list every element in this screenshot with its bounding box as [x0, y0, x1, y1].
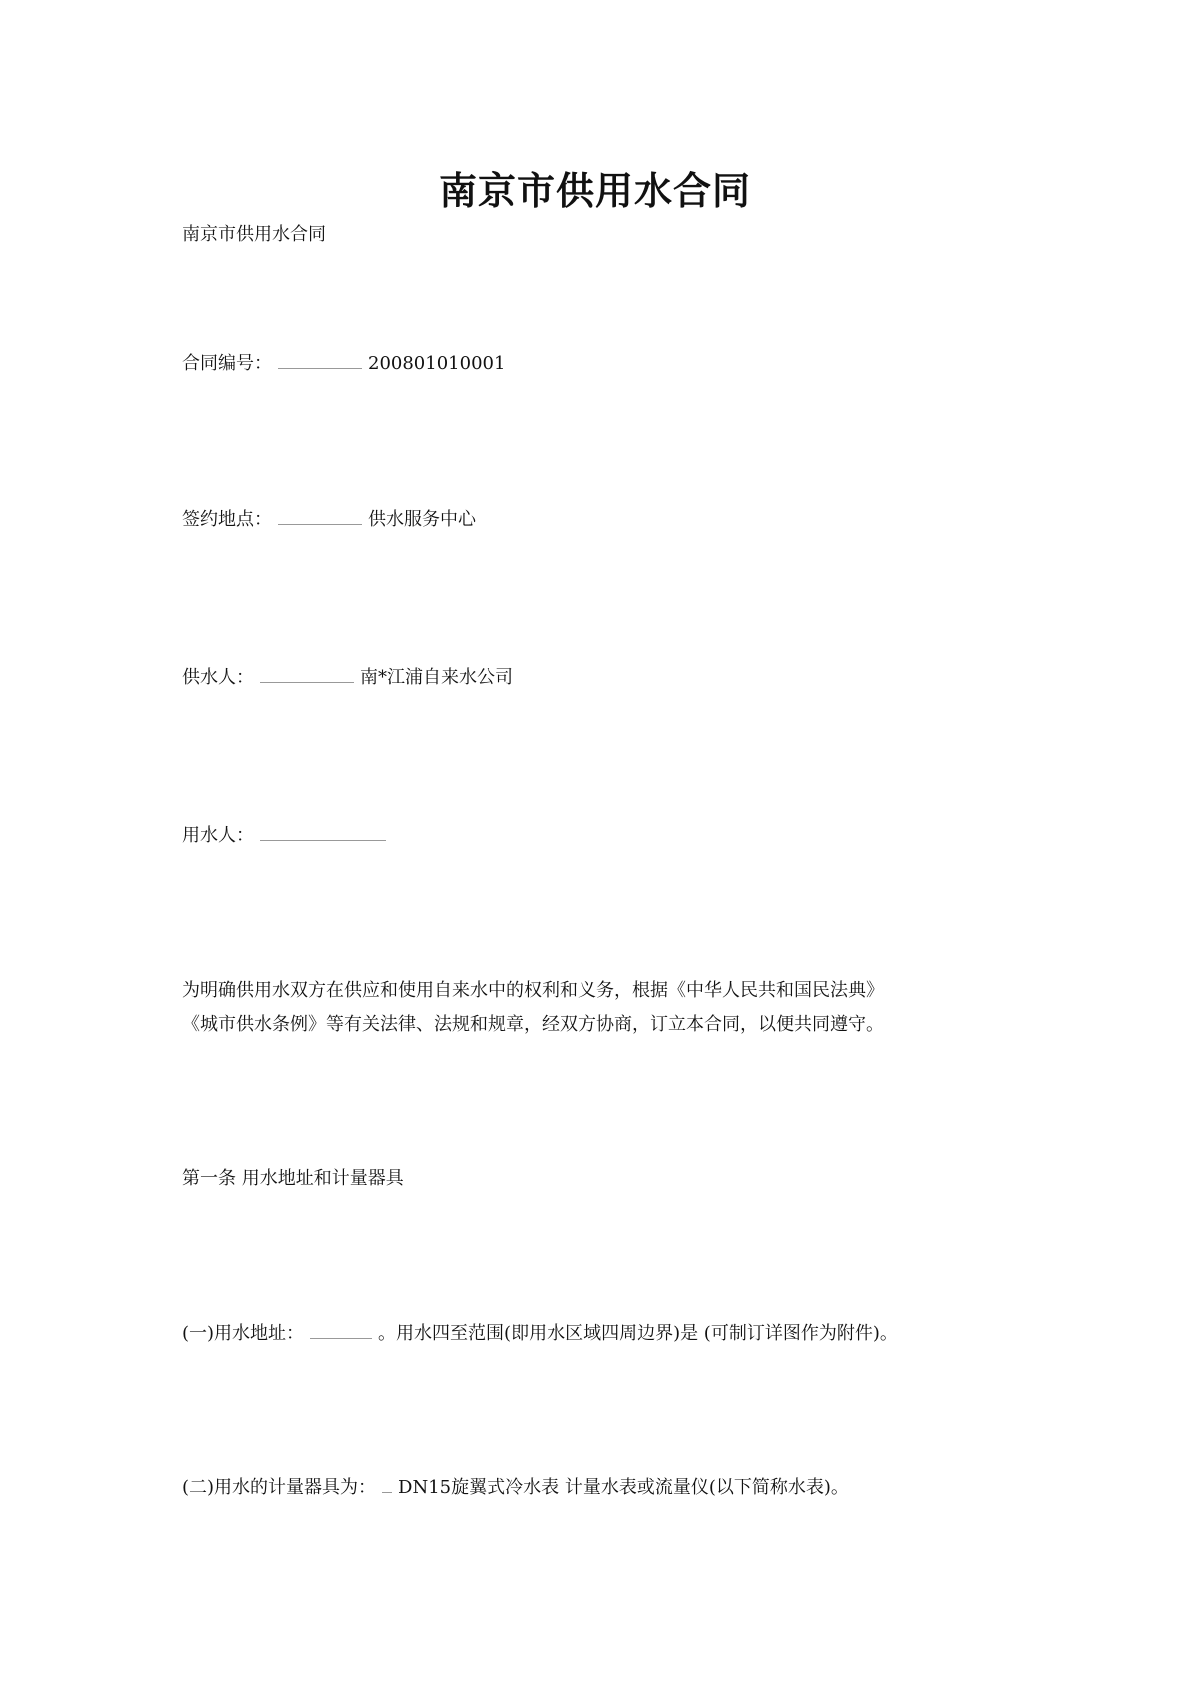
clause-2-suffix: DN15旋翼式冷水表 计量水表或流量仪(以下简称水表)。	[398, 1477, 849, 1498]
clause-1	[182, 1320, 898, 1347]
clause-1-blank	[310, 1320, 372, 1339]
user-line	[182, 822, 392, 849]
clause-2-blank	[382, 1474, 392, 1493]
contract-number-label: 合同编号：	[182, 353, 272, 374]
supplier-label: 供水人：	[182, 667, 254, 688]
supplier-value: 南*江浦自来水公司	[360, 667, 513, 688]
document-title: 南京市供用水合同	[438, 169, 751, 213]
contract-number-line	[182, 350, 505, 377]
contract-number-value: 200801010001	[368, 353, 506, 374]
supplier-blank	[260, 664, 354, 683]
sign-place-line	[182, 506, 476, 533]
preamble-line-2: 《城市供水条例》等有关法律、法规和规章，经双方协商，订立本合同，以便共同遵守。	[182, 1014, 884, 1035]
user-blank	[260, 822, 386, 841]
clause-1-prefix: (一)用水地址：	[182, 1323, 305, 1344]
user-label: 用水人：	[182, 825, 254, 846]
contract-number-blank	[278, 350, 362, 369]
clause-1-suffix: 。用水四至范围(即用水区域四周边界)是 (可制订详图作为附件)。	[378, 1323, 898, 1344]
clause-2	[182, 1474, 849, 1501]
supplier-line	[182, 664, 513, 691]
sign-place-label: 签约地点：	[182, 509, 272, 530]
preamble-line-1: 为明确供用水双方在供应和使用自来水中的权利和义务，根据《中华人民共和国民法典》	[182, 980, 884, 1001]
sign-place-value: 供水服务中心	[368, 509, 476, 530]
article-1-heading: 第一条 用水地址和计量器具	[182, 1168, 404, 1189]
sign-place-blank	[278, 506, 362, 525]
preamble	[182, 974, 1042, 1042]
clause-2-prefix: (二)用水的计量器具为：	[182, 1477, 377, 1498]
document-subtitle: 南京市供用水合同	[182, 224, 326, 245]
